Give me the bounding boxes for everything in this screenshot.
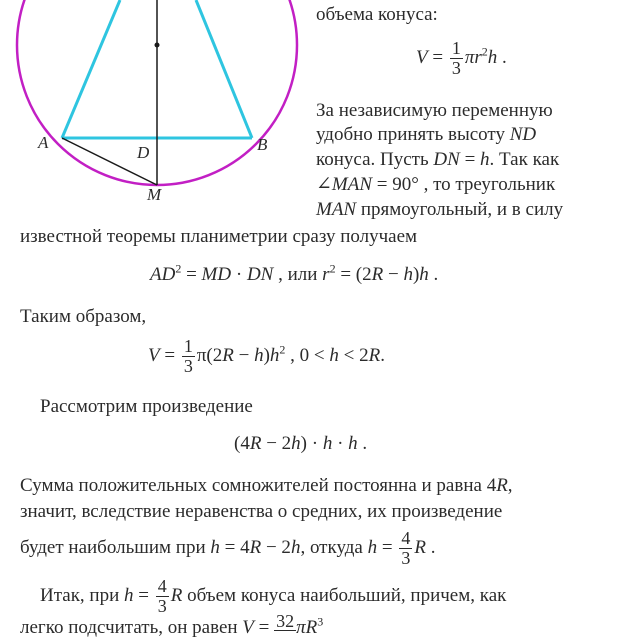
para3-line1: Итак, при h = $\frac{4}{3}$ R объем конуса наибольший, причем, как [40, 576, 507, 617]
para3-line2: легко подсчитать, он равен V = 32 $\pi R^3$ [20, 611, 324, 638]
label-B: B [257, 135, 268, 154]
label-M: M [147, 185, 162, 204]
consider-line: Рассмотрим произведение [40, 396, 253, 417]
para1-line5: MAN прямоугольный, и в силу [316, 199, 564, 220]
equation-2: V = $\frac{1}{3}$ $\pi(2R - h)h^2$ , 0 < h < 2R. [148, 336, 385, 377]
equation-3: (4R − 2h) · h · h . [234, 433, 368, 454]
para1-line2: удобно принять высоту ND [316, 124, 537, 145]
text-cone-volume: объема конуса: [316, 4, 438, 25]
para1-line1: За независимую переменную [316, 100, 553, 121]
cone-side-right [196, 0, 252, 138]
para2-line1: Сумма положительных сомножителей постоянна и равна 4R, [20, 475, 513, 496]
para1-line6: известной теоремы планиметрии сразу получаем [20, 226, 418, 247]
thus-line: Таким образом, [20, 306, 147, 327]
para2-line2: значит, вследствие неравенства о средних, их произведение [20, 501, 503, 522]
fraction-one-third: $\frac{1}{3}$ [451, 38, 461, 79]
cone-side-left [62, 0, 120, 138]
label-A: A [38, 133, 49, 152]
formula-volume: V = $\frac{1}{3}$ $\pi r^2h$ . [416, 38, 507, 79]
cone-volume-line [316, 3, 438, 27]
para1-line4: ∠MAN = 90° , то треугольник [316, 174, 556, 195]
center-point [155, 43, 160, 48]
para2-line3: будет наибольшим при h = 4R − 2h, откуда h = $\frac{4}{3}$ R . [20, 528, 436, 569]
label-D: D [137, 143, 150, 162]
equation-1: $AD^2$ = MD · DN , или $r^2 = (2R - h)h$ . [150, 261, 439, 285]
para1-line3: конуса. Пусть DN = h. Так как [316, 149, 560, 170]
geometry-figure [0, 0, 300, 215]
